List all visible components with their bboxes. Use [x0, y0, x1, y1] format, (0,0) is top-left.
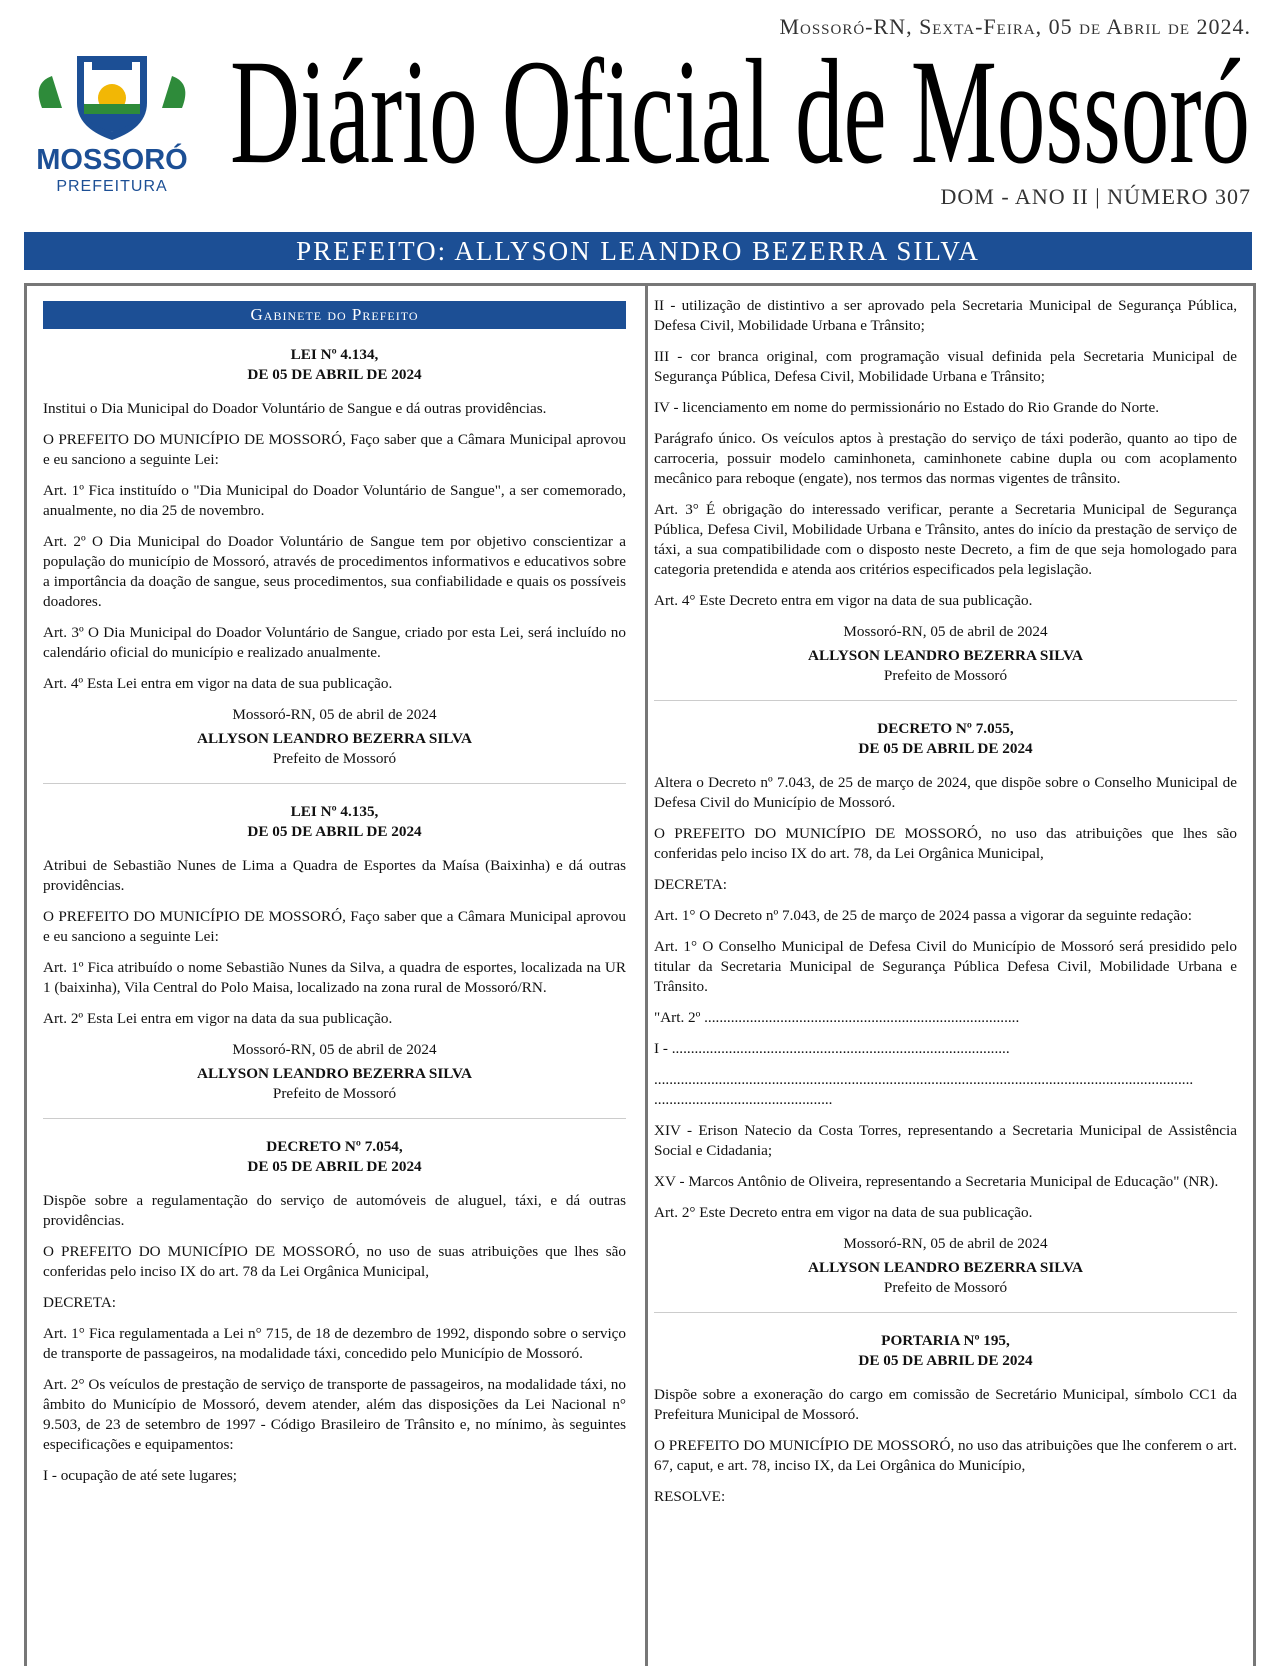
- ellipsis-line: ..............................................................................................................................................: [654, 1071, 1194, 1088]
- law-title: [43, 802, 626, 842]
- law-number: DECRETO Nº 7.055,: [877, 720, 1014, 737]
- decreta: DECRETA:: [654, 876, 728, 893]
- preamble: O PREFEITO DO MUNICÍPIO DE MOSSORÓ, no uso das atribuições que lhe conferem o art. 67, caput, e art. 78, inciso IX, da Lei Orgânica do Município,: [654, 1437, 1237, 1474]
- signer-role: Prefeito de Mossoró: [883, 1279, 1008, 1296]
- ementa: Dispõe sobre a regulamentação do serviço de automóveis de aluguel, táxi, e dá outras providências.: [43, 1192, 626, 1229]
- decreto-7054: [43, 1137, 626, 1486]
- sign-place: Mossoró-RN, 05 de abril de 2024: [843, 1235, 1048, 1252]
- quoted-article: "Art. 2º ...................................................................................: [654, 1009, 1020, 1026]
- decreto-7055: [654, 719, 1237, 1298]
- law-number: LEI Nº 4.134,: [290, 346, 379, 363]
- preamble: O PREFEITO DO MUNICÍPIO DE MOSSORÓ, no uso de suas atribuições que lhes são conferidas pelo inciso IX do art. 78 da Lei Orgânica Municipal,: [43, 1243, 626, 1280]
- content-frame: [24, 283, 1256, 1666]
- article: Art. 1º Fica instituído o "Dia Municipal do Doador Voluntário de Sangue", a ser comemorado, anualmente, no dia 25 de novembro.: [43, 482, 626, 519]
- sign-place: Mossoró-RN, 05 de abril de 2024: [843, 623, 1048, 640]
- law-number: LEI Nº 4.135,: [290, 803, 379, 820]
- coat-of-arms-icon: [22, 48, 202, 148]
- law-date: DE 05 DE ABRIL DE 2024: [247, 366, 422, 383]
- signer-role: Prefeito de Mossoró: [883, 667, 1008, 684]
- signer-name: ALLYSON LEANDRO BEZERRA SILVA: [807, 1259, 1084, 1276]
- decreta: DECRETA:: [43, 1294, 117, 1311]
- masthead-title: [228, 38, 1253, 178]
- sign-place: Mossoró-RN, 05 de abril de 2024: [232, 706, 437, 723]
- logo-wordmark: MOSSORÓ: [36, 144, 188, 176]
- prefeito-banner: PREFEITO: ALLYSON LEANDRO BEZERRA SILVA: [24, 232, 1252, 270]
- preamble: O PREFEITO DO MUNICÍPIO DE MOSSORÓ, Faço saber que a Câmara Municipal aprovou e eu sanciono a seguinte Lei:: [43, 908, 626, 945]
- signer-role: Prefeito de Mossoró: [272, 1085, 397, 1102]
- article: Art. 3º O Dia Municipal do Doador Voluntário de Sangue, criado por esta Lei, será incluído no calendário oficial do município e realizado anualmente.: [43, 624, 626, 661]
- article: Art. 2° Os veículos de prestação de serviço de transporte de passageiros, na modalidade táxi, no âmbito do Município de Mossoró, devem atender, além das disposições da Lei Nacional n° 9.503, de 23 de setembro de 1997 - Código Brasileiro de Trânsito e, no mínimo, às seguintes especificações e equipamentos:: [43, 1376, 626, 1453]
- inciso: II - utilização de distintivo a ser aprovado pela Secretaria Municipal de Segurança Pública, Defesa Civil, Mobilidade Urbana e Trânsito;: [654, 297, 1237, 334]
- law-date: DE 05 DE ABRIL DE 2024: [858, 1352, 1033, 1369]
- sign-place: Mossoró-RN, 05 de abril de 2024: [232, 1041, 437, 1058]
- article: Art. 1º Fica atribuído o nome Sebastião Nunes da Silva, a quadra de esportes, localizada na UR 1 (baixinha), Vila Central do Polo Maisa, localizado na zona rural de Mossoró/RN.: [43, 959, 626, 996]
- signer-name: ALLYSON LEANDRO BEZERRA SILVA: [196, 1065, 473, 1082]
- lei-4134: [43, 345, 626, 769]
- inciso: IV - licenciamento em nome do permissionário no Estado do Rio Grande do Norte.: [654, 399, 1160, 416]
- inciso: III - cor branca original, com programação visual definida pela Secretaria Municipal de Segurança Pública, Defesa Civil, Mobilidade Urbana e Trânsito;: [654, 348, 1237, 385]
- right-column: [654, 296, 1237, 1518]
- signer-name: ALLYSON LEANDRO BEZERRA SILVA: [807, 647, 1084, 664]
- mossoro-logo: [22, 48, 202, 208]
- article: Art. 1° Fica regulamentada a Lei n° 715, de 18 de dezembro de 1992, dispondo sobre o serviço de transporte de passageiros, na modalidade táxi, concedido pelo Município de Mossoró.: [43, 1325, 626, 1362]
- column-divider: [645, 286, 648, 1666]
- inciso: XV - Marcos Antônio de Oliveira, representando a Secretaria Municipal de Educação" (NR).: [654, 1173, 1219, 1190]
- left-column: [43, 296, 626, 1497]
- quoted-inciso: I - .........................................................................................: [654, 1040, 1010, 1057]
- law-title: [43, 345, 626, 385]
- preamble: O PREFEITO DO MUNICÍPIO DE MOSSORÓ, Faço saber que a Câmara Municipal aprovou e eu sanciono a seguinte Lei:: [43, 431, 626, 468]
- paragraph: Parágrafo único. Os veículos aptos à prestação do serviço de táxi poderão, quanto ao tipo de carroceria, possuir modelo caminhoneta, caminhonete cabine dupla ou com acoplamento mecânico para reboque (engate), nos termos das normas vigentes de trânsito.: [654, 430, 1237, 487]
- ementa: Altera o Decreto nº 7.043, de 25 de março de 2024, que dispõe sobre o Conselho Municipal de Defesa Civil do Município de Mossoró.: [654, 774, 1237, 811]
- article: Art. 4° Este Decreto entra em vigor na data de sua publicação.: [654, 592, 1033, 609]
- signer-name: ALLYSON LEANDRO BEZERRA SILVA: [196, 730, 473, 747]
- resolve: RESOLVE:: [654, 1488, 726, 1505]
- ellipsis-line: ...............................................: [654, 1091, 833, 1108]
- article: Art. 2º Esta Lei entra em vigor na data da sua publicação.: [43, 1010, 393, 1027]
- article: Art. 4º Esta Lei entra em vigor na data de sua publicação.: [43, 675, 393, 692]
- divider: [654, 1312, 1237, 1313]
- article: Art. 2º O Dia Municipal do Doador Voluntário de Sangue tem por objetivo conscientizar a população do município de Mossoró, através de procedimentos informativos e educativos sobre a importância da doação de sangue, seus procedimentos, sua confiabilidade e quais os possíveis doadores.: [43, 533, 626, 610]
- divider: [43, 783, 626, 784]
- law-date: DE 05 DE ABRIL DE 2024: [247, 823, 422, 840]
- article: Art. 2° Este Decreto entra em vigor na data de sua publicação.: [654, 1204, 1033, 1221]
- law-title: [654, 1331, 1237, 1371]
- lei-4135: [43, 802, 626, 1104]
- article: Art. 3° É obrigação do interessado verificar, perante a Secretaria Municipal de Segurança Pública, Defesa Civil, Mobilidade Urbana e Trânsito, antes do início da prestação de serviço de táxi, a sua compatibilidade com o disposto neste Decreto, a fim de que seja homologado para categoria pretendida e atenda aos critérios especificados pela legislação.: [654, 501, 1237, 578]
- decreto-7054-continued: [654, 296, 1237, 686]
- law-number: PORTARIA Nº 195,: [881, 1332, 1010, 1349]
- inciso: I - ocupação de até sete lugares;: [43, 1467, 237, 1484]
- law-date: DE 05 DE ABRIL DE 2024: [247, 1158, 422, 1175]
- signer-role: Prefeito de Mossoró: [272, 750, 397, 767]
- inciso: XIV - Erison Natecio da Costa Torres, representando a Secretaria Municipal de Assistência Social e Cidadania;: [654, 1122, 1237, 1159]
- ementa: Atribui de Sebastião Nunes de Lima a Quadra de Esportes da Maísa (Baixinha) e dá outras providências.: [43, 857, 626, 894]
- logo-subtitle: PREFEITURA: [56, 178, 168, 195]
- law-date: DE 05 DE ABRIL DE 2024: [858, 740, 1033, 757]
- divider: [654, 700, 1237, 701]
- ementa: Institui o Dia Municipal do Doador Voluntário de Sangue e dá outras providências.: [43, 400, 547, 417]
- portaria-195: [654, 1331, 1237, 1507]
- ementa: Dispõe sobre a exoneração do cargo em comissão de Secretário Municipal, símbolo CC1 da Prefeitura Municipal de Mossoró.: [654, 1386, 1237, 1423]
- divider: [43, 1118, 626, 1119]
- article: Art. 1° O Conselho Municipal de Defesa Civil do Município de Mossoró será presidido pelo titular da Secretaria Municipal de Segurança Pública Defesa Civil, Mobilidade Urbana e Trânsito.: [654, 938, 1237, 995]
- edition-number: DOM - ANO II | NÚMERO 307: [940, 184, 1251, 209]
- preamble: O PREFEITO DO MUNICÍPIO DE MOSSORÓ, no uso das atribuições que lhes são conferidas pelo inciso IX do art. 78, da Lei Orgânica Municipal,: [654, 825, 1237, 862]
- masthead-text: Diário Oficial de Mossoró: [230, 38, 1250, 178]
- header: [0, 0, 1275, 266]
- section-title: Gabinete do Prefeito: [43, 301, 626, 329]
- law-title: [43, 1137, 626, 1177]
- law-number: DECRETO Nº 7.054,: [266, 1138, 403, 1155]
- dateline: Mossoró-RN, Sexta-Feira, 05 de Abril de 2024.: [779, 14, 1251, 39]
- article: Art. 1° O Decreto nº 7.043, de 25 de março de 2024 passa a vigorar da seguinte redação:: [654, 907, 1192, 924]
- law-title: [654, 719, 1237, 759]
